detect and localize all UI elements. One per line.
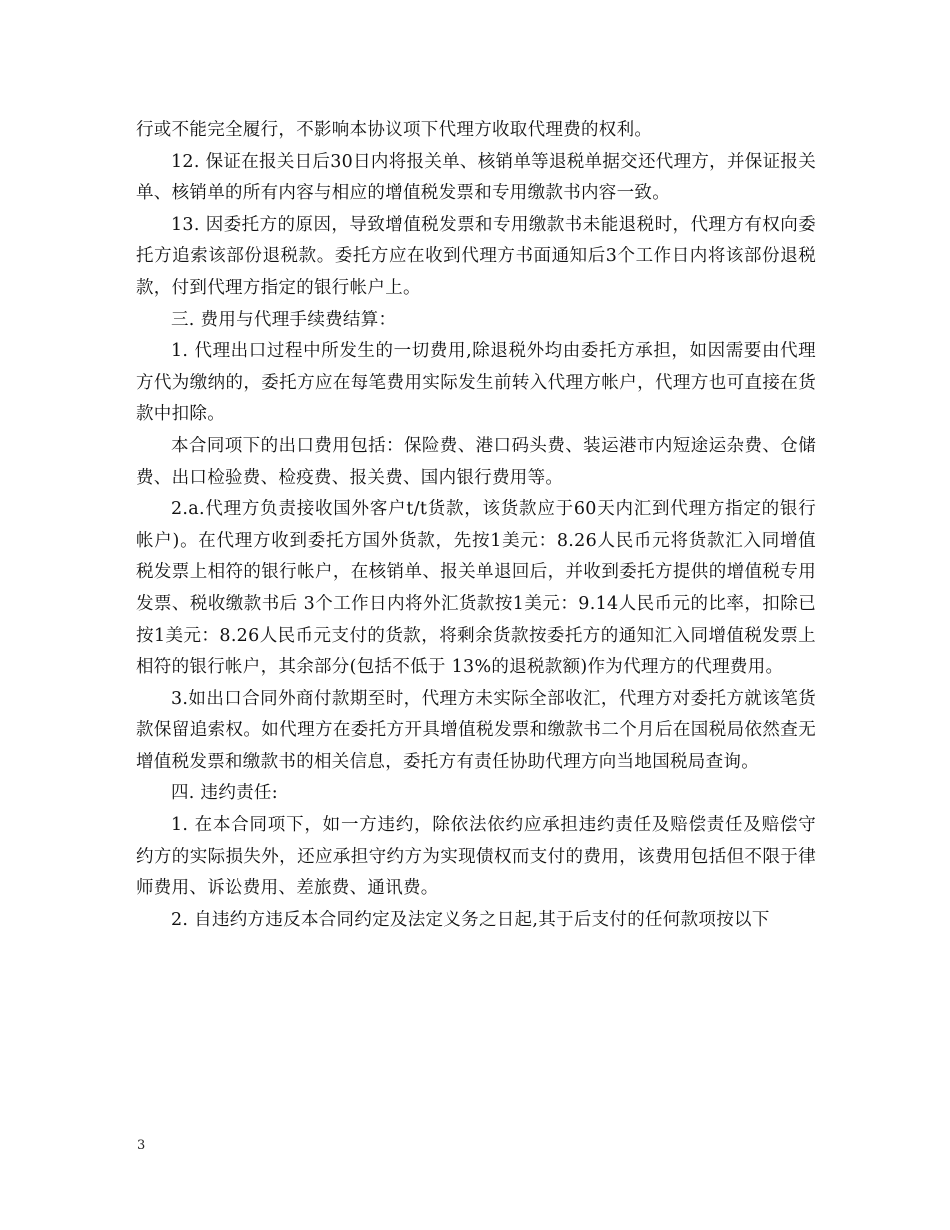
paragraph: 本合同项下的出口费用包括：保险费、港口码头费、装运港市内短途运杂费、仓储费、出口检验费、检疫费、报关费、国内银行费用等。: [136, 435, 816, 488]
paragraph: 3.如出口合同外商付款期至时，代理方未实际全部收汇，代理方对委托方就该笔货款保留追索权。如代理方在委托方开具增值税发票和缴款书二个月后在国税局依然查无增值税发票和缴款书的相关信息，委托方有责任协助代理方向当地国税局查询。: [136, 688, 816, 772]
section-heading: 四. 违约责任:: [171, 783, 278, 804]
paragraph: 1. 在本合同项下，如一方违约，除依法依约应承担违约责任及赔偿责任及赔偿守约方的实际损失外，还应承担守约方为实现债权而支付的费用，该费用包括但不限于律师费用、诉讼费用、差旅费、通讯费。: [136, 815, 816, 899]
section-heading: 三. 费用与代理手续费结算：: [171, 309, 397, 330]
paragraph: 2. 自违约方违反本合同约定及法定义务之日起,其于后支付的任何款项按以下: [171, 909, 770, 930]
paragraph: 12. 保证在报关日后30日内将报关单、核销单等退税单据交还代理方，并保证报关单、核销单的所有内容与相应的增值税发票和专用缴款书内容一致。: [136, 151, 816, 204]
paragraph: 2.a.代理方负责接收国外客户t/t货款，该货款应于60天内汇到代理方指定的银行帐户)。在代理方收到委托方国外货款，先按1美元：8.26人民币元将货款汇入同增值税发票上相符的银行帐户，在核销单、报关单退回后，并收到委托方提供的增值税专用发票、税收缴款书后 3个工作日内将外汇货款按1美元：9.14人民币元的比率，扣除已按1美元：8.26人民币元支付的货款，将剩余货款按委托方的通知汇入同增值税发票上相符的银行帐户，其余部分(包括不低于 13%的退税款额)作为代理方的代理费用。: [136, 499, 816, 678]
document-body: [136, 115, 816, 936]
paragraph: 行或不能完全履行，不影响本协议项下代理方收取代理费的权利。: [136, 120, 653, 140]
paragraph: 13. 因委托方的原因，导致增值税发票和专用缴款书未能退税时，代理方有权向委托方追索该部份退税款。委托方应在收到代理方书面通知后3个工作日内将该部份退税款，付到代理方指定的银行帐户上。: [136, 214, 816, 298]
paragraph: 1. 代理出口过程中所发生的一切费用,除退税外均由委托方承担，如因需要由代理方代为缴纳的，委托方应在每笔费用实际发生前转入代理方帐户，代理方也可直接在货款中扣除。: [136, 341, 816, 425]
page-number: 3: [137, 1138, 146, 1153]
